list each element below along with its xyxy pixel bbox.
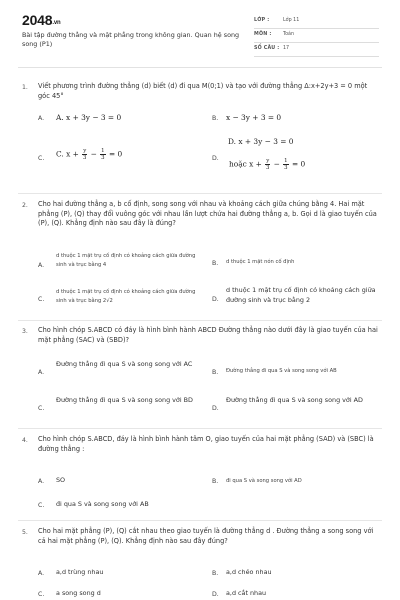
option-letter[interactable]: A. — [38, 262, 45, 269]
question-divider — [18, 428, 382, 429]
option-text[interactable]: d thuộc 1 mặt nón cố định — [226, 259, 295, 265]
option-expression: x + 3y − 3 = 0 — [66, 113, 122, 122]
option-text[interactable]: đi qua S và song song với AB — [56, 500, 149, 508]
option-text[interactable]: d thuộc 1 mặt trụ cố định có khoảng cách giữa đường sinh và trục bằng 2√2 — [56, 289, 196, 304]
question-divider — [18, 193, 382, 194]
question-divider — [18, 520, 382, 521]
option-expression-start: x + — [66, 149, 79, 159]
option-expression-end: = 0 — [108, 149, 123, 159]
question-text: Cho hình chóp S.ABCD, đáy là hình bình hành tâm O, giao tuyến của hai mặt phẳng (SAD) và (SBC) là đường thẳng : — [38, 435, 374, 453]
option-or-word: hoặc — [229, 159, 247, 169]
option-text[interactable]: Đường thẳng đi qua S và song song với AB — [226, 368, 337, 374]
logo-main: 2048 — [22, 12, 53, 28]
fraction: $\frac{1}{3}$ — [284, 158, 288, 171]
option-letter[interactable]: A. — [38, 115, 45, 122]
question-text: Cho hình chóp S.ABCD có đáy là hình bình hành ABCD Đường thẳng nào dưới đây là giao tuyến của hai mặt phẳng (SAC) và (SBD)? — [38, 326, 378, 344]
fraction: $\frac{y}{3}$ — [82, 148, 87, 161]
option-letter[interactable]: A. — [38, 478, 45, 485]
option-letter[interactable]: B. — [212, 478, 219, 485]
option-text[interactable]: a,d trùng nhau — [56, 568, 104, 576]
option-text[interactable]: Đường thẳng đi qua S và song song với AD — [226, 396, 363, 404]
meta-count-label: SỐ CÂU : — [254, 46, 280, 51]
question-number: 2. — [22, 202, 28, 209]
option-letter[interactable]: D. — [212, 155, 219, 162]
question-number: 4. — [22, 437, 28, 444]
option-text[interactable]: d thuộc 1 mặt trụ cố định có khoảng cách giữa đường sinh và trục bằng 2 — [226, 286, 376, 304]
option-text[interactable]: a song song d — [56, 589, 101, 597]
site-logo[interactable] — [22, 12, 60, 28]
option-text[interactable]: SO — [56, 476, 66, 484]
option-expression-start: x + — [249, 159, 262, 169]
meta-class-label: LỚP : — [254, 18, 270, 23]
option-letter[interactable]: A. — [38, 369, 45, 376]
option-text[interactable] — [56, 148, 122, 161]
option-text[interactable]: a,d cắt nhau — [226, 589, 267, 597]
meta-count — [254, 42, 379, 57]
option-letter[interactable]: B. — [212, 115, 219, 122]
option-text[interactable] — [229, 158, 305, 171]
option-minus: − — [90, 149, 97, 159]
option-text[interactable]: x − 3y + 3 = 0 — [226, 113, 282, 122]
option-text[interactable] — [56, 113, 121, 123]
logo-suffix: .vn — [52, 20, 61, 26]
meta-subject — [254, 28, 379, 43]
fraction: $\frac{y}{3}$ — [266, 158, 270, 171]
meta-class — [254, 14, 379, 29]
option-expression-end: = 0 — [291, 159, 306, 169]
option-minus: − — [273, 159, 280, 169]
option-text[interactable]: đi qua S và song song với AD — [226, 478, 302, 484]
option-letter[interactable]: D. — [212, 405, 219, 412]
option-text[interactable]: a,d chéo nhau — [226, 568, 272, 576]
meta-class-value: Lớp 11 — [283, 18, 300, 23]
question-text: Cho hai mặt phẳng (P), (Q) cắt nhau theo giao tuyến là đường thẳng d . Đường thẳng a song song với cả hai mặt phẳng (P), (Q). Khẳng định nào sau đây đúng? — [38, 527, 374, 545]
option-letter[interactable]: C. — [38, 502, 45, 509]
option-prefix: C. — [56, 149, 64, 159]
option-letter[interactable]: C. — [38, 155, 45, 162]
document-title: Bài tập đường thẳng và mặt phẳng trong không gian. Quan hệ song song (P1) — [22, 31, 240, 48]
option-letter[interactable]: D. — [212, 296, 219, 303]
option-letter[interactable]: C. — [38, 591, 45, 598]
option-letter[interactable]: D. — [212, 591, 219, 598]
question-divider — [18, 320, 382, 321]
option-prefix: A. — [56, 113, 64, 122]
fraction: $\frac{1}{3}$ — [101, 148, 105, 161]
question-text: Cho hai đường thẳng a, b cố định, song song với nhau và khoảng cách giữa chúng bằng 4. Hai mặt phẳng (P), (Q) thay đổi vuông góc với nhau lần lượt chứa hai đường thẳng a, b. Gọi d là giao tuyến của (P), (Q). Khẳng định nào sau đây là đúng? — [38, 200, 377, 228]
question-number: 5. — [22, 529, 28, 536]
option-text[interactable]: D. x + 3y − 3 = 0 — [228, 137, 294, 146]
meta-subject-value: Toán — [283, 32, 295, 37]
header-divider — [18, 67, 382, 68]
meta-count-value: 17 — [283, 46, 290, 51]
option-letter[interactable]: B. — [212, 260, 219, 267]
option-letter[interactable]: A. — [38, 570, 45, 577]
option-text[interactable]: Đường thẳng đi qua S và song song với BD — [56, 396, 193, 404]
option-letter[interactable]: B. — [212, 570, 219, 577]
question-number: 1. — [22, 84, 28, 91]
option-letter[interactable]: B. — [212, 369, 219, 376]
option-text[interactable]: Đường thẳng đi qua S và song song với AC — [56, 360, 193, 368]
option-letter[interactable]: C. — [38, 296, 45, 303]
question-text: Viết phương trình đường thẳng (d) biết (d) đi qua M(0;1) và tạo với đường thẳng Δ:x+2y+3 = 0 một góc 45° — [38, 82, 368, 100]
meta-subject-label: MÔN : — [254, 32, 272, 37]
question-number: 3. — [22, 328, 28, 335]
option-letter[interactable]: C. — [38, 405, 45, 412]
option-text[interactable]: d thuộc 1 mặt trụ cố định có khoảng cách giữa đường sinh và trục bằng 4 — [56, 253, 196, 268]
